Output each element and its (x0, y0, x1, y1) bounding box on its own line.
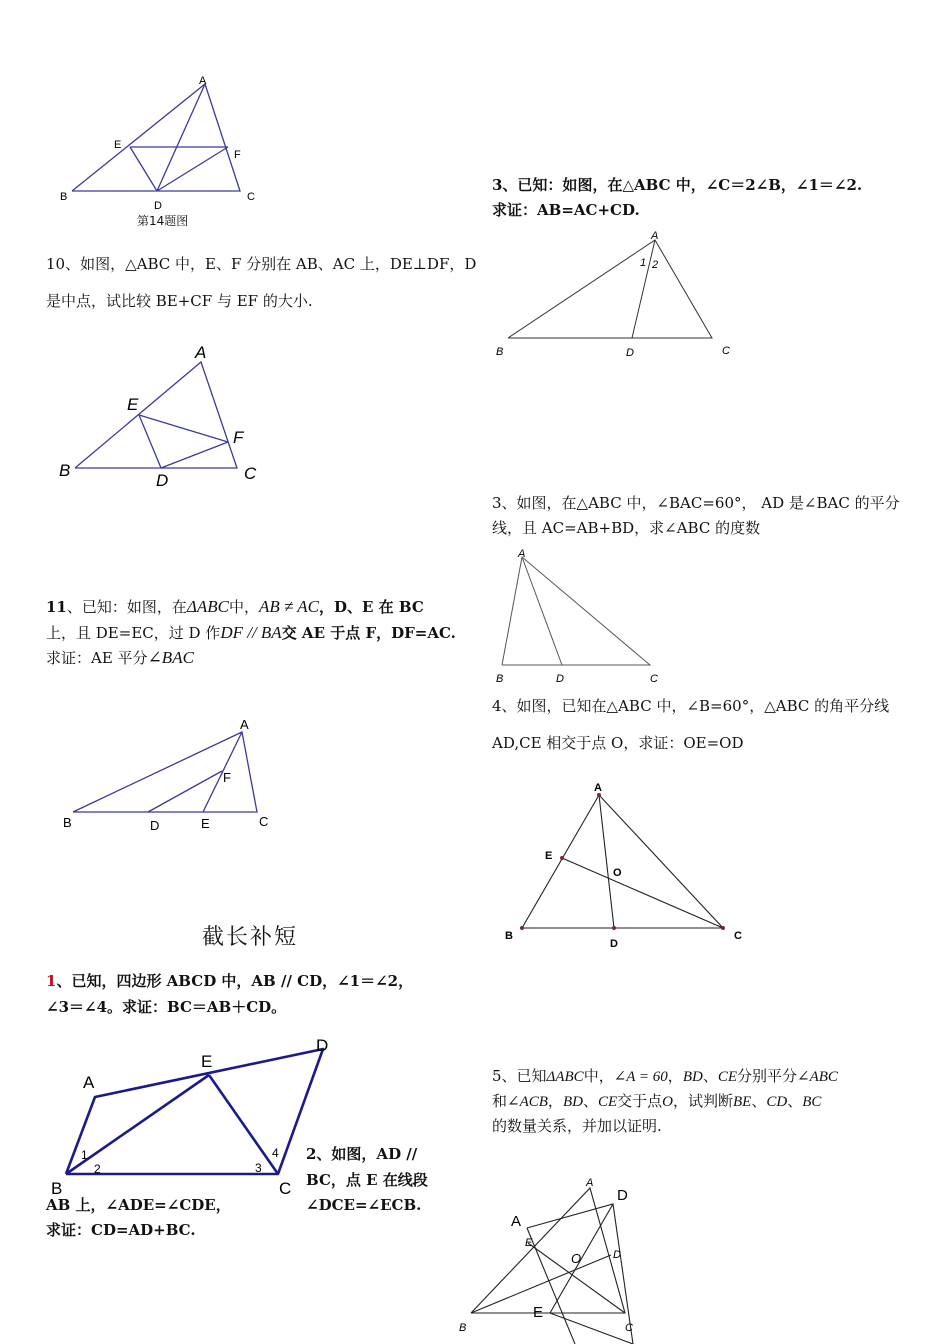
label-B: B (459, 1322, 467, 1334)
label-B: B (60, 191, 68, 203)
section-title: 截长补短 (202, 925, 299, 950)
label-A: A (518, 548, 526, 560)
label-C: C (244, 464, 257, 483)
label-A: A (651, 230, 659, 242)
question-2-line3a: AB 上，∠ADE=∠CDE， (46, 1196, 231, 1214)
label-C: C (247, 191, 255, 203)
figure-4 (495, 775, 755, 955)
label-B: B (63, 815, 72, 830)
label-A: A (594, 782, 602, 794)
problem-11-line2: 上，且 DE=EC，过 D 作DF // BA交 AE 于点 F，DF=AC. (46, 623, 456, 642)
problem-11-number: 11 (46, 598, 67, 616)
figure-14 (50, 70, 270, 230)
question-2-line3b: ∠DCE=∠ECB. (306, 1196, 422, 1214)
label-C: C (259, 814, 269, 829)
question-2-line1: 2、如图，AD // (306, 1145, 418, 1163)
figure-caption: 第14题图 (137, 214, 189, 228)
figure-3b (490, 545, 680, 690)
label-A: A (199, 75, 207, 87)
right-4-line1: 4、如图，已知在△ABC 中，∠B=60°，△ABC 的角平分线 (492, 697, 890, 715)
label-D: D (613, 1249, 621, 1261)
angle-3: 3 (255, 1161, 262, 1175)
right-5-line1: 5、已知ΔABC中，∠A = 60，BD、CE分别平分∠ABC (492, 1067, 838, 1085)
label-C: C (625, 1322, 633, 1334)
angle-1: 1 (640, 257, 647, 269)
question-1-line2: ∠3＝∠4。求证：BC＝AB＋CD。 (46, 998, 287, 1016)
label-E: E (114, 139, 122, 151)
right-3a-line2: 求证：AB=AC+CD. (492, 201, 640, 219)
problem-10-line1: 10、如图，△ABC 中，E、F 分别在 AB、AC 上，DE⊥DF，D (46, 255, 477, 273)
label-B: B (496, 346, 504, 358)
label-A: A (240, 717, 249, 732)
label-A: A (195, 343, 207, 362)
right-3b-line2: 线，且 AC=AB+BD，求∠ABC 的度数 (492, 519, 761, 537)
figure-11 (55, 712, 285, 842)
problem-11-line3: 求证：AE 平分∠BAC (46, 648, 194, 667)
label-A: A (83, 1073, 95, 1092)
label-C: C (279, 1179, 292, 1198)
label-F: F (234, 149, 241, 161)
label-E: E (201, 1052, 213, 1071)
label-C: C (650, 673, 658, 685)
question-2-line2: BC，点 E 在线段 (306, 1171, 428, 1189)
question-1-line1: 1、已知，四边形 ABCD 中，AB // CD，∠1＝∠2， (46, 972, 414, 990)
figure-5-overlap (455, 1170, 655, 1344)
label-D: D (150, 818, 160, 833)
label-O: O (613, 867, 622, 879)
right-4-line2: AD,CE 相交于点 O，求证：OE=OD (492, 734, 744, 752)
label-E: E (127, 395, 139, 414)
label-D-large: D (617, 1187, 628, 1204)
problem-10-line2: 是中点，试比较 BE+CF 与 EF 的大小. (46, 292, 313, 310)
angle-2: 2 (94, 1162, 101, 1176)
label-B: B (59, 461, 71, 480)
angle-4: 4 (272, 1146, 279, 1160)
label-B: B (505, 930, 513, 942)
label-A: A (586, 1177, 594, 1189)
right-3a-line1: 3、已知：如图，在△ABC 中，∠C＝2∠B，∠1＝∠2. (492, 176, 863, 194)
label-F: F (233, 428, 244, 447)
label-B: B (496, 673, 504, 685)
question-2-line4: 求证：CD=AD+BC. (46, 1221, 196, 1239)
question-1-number: 1 (46, 972, 57, 990)
label-E: E (545, 850, 553, 862)
label-B: B (51, 1179, 63, 1198)
problem-11-line1: 11、已知：如图，在ΔABC中，AB ≠ AC，D、E 在 BC (46, 597, 424, 616)
label-C: C (734, 930, 742, 942)
label-O: O (571, 1251, 582, 1266)
label-E-large: E (533, 1304, 544, 1321)
right-5-line2: 和∠ACB，BD、CE交于点O，试判断BE、CD、BC (492, 1092, 822, 1110)
label-E: E (525, 1237, 533, 1249)
label-D: D (154, 200, 162, 212)
right-5-line3: 的数量关系，并加以证明. (492, 1117, 662, 1135)
label-D: D (610, 938, 618, 950)
right-3b-line1: 3、如图，在△ABC 中，∠BAC=60°， AD 是∠BAC 的平分 (492, 494, 900, 512)
figure-q1 (45, 1035, 345, 1200)
angle-2: 2 (652, 259, 659, 271)
label-A-large: A (511, 1213, 522, 1230)
angle-1: 1 (81, 1148, 88, 1162)
label-D: D (626, 347, 634, 359)
label-D: D (556, 673, 564, 685)
label-F: F (223, 770, 231, 785)
figure-3a (490, 228, 740, 363)
label-E: E (201, 816, 210, 831)
label-D: D (156, 471, 169, 490)
label-C: C (722, 345, 730, 357)
figure-10 (55, 340, 275, 490)
label-D: D (316, 1036, 329, 1055)
